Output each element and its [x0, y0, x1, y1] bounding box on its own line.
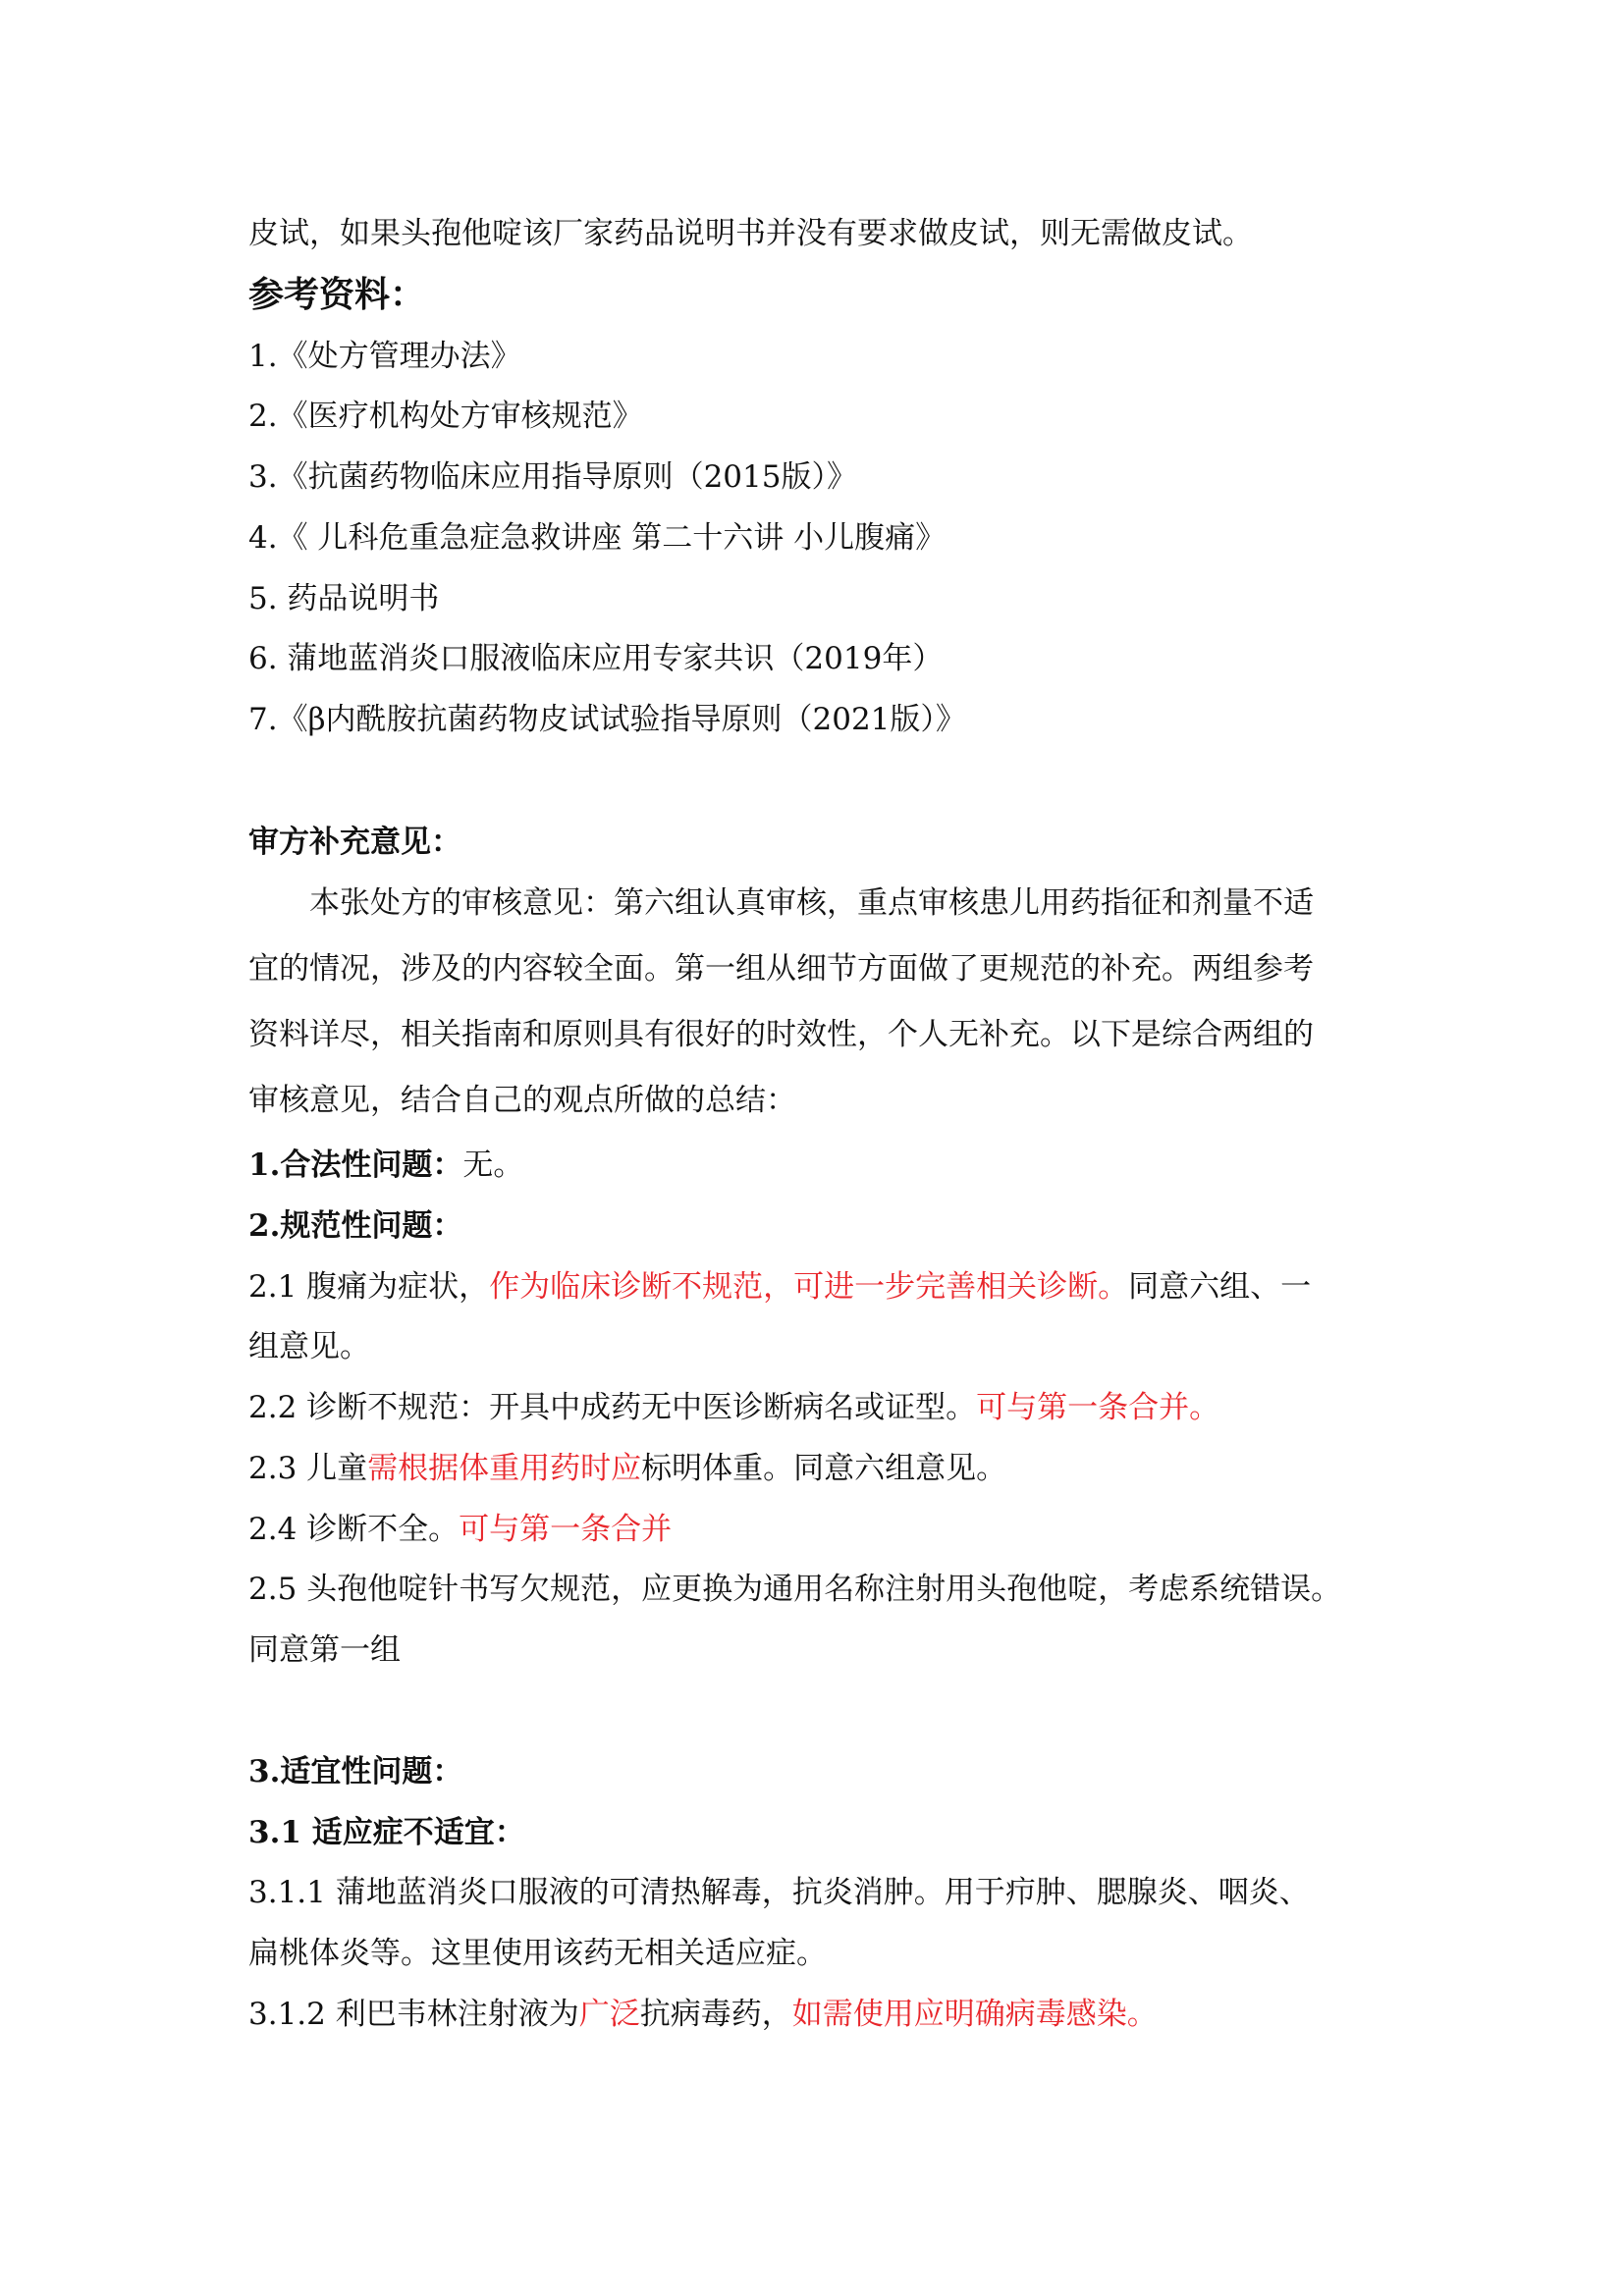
- standard-item-3: [248, 1449, 1006, 1488]
- supplement-heading: 审方补充意见：: [248, 825, 461, 860]
- standard-item-3-text: 2.3 儿童: [248, 1451, 368, 1486]
- legality-label: 1.合法性问题：: [248, 1148, 463, 1183]
- reference-item-3: 3.《抗菌药物临床应用指导原则（2015版）》: [248, 459, 857, 495]
- supplement-paragraph-line-4: 审核意见，结合自己的观点所做的总结：: [248, 1083, 796, 1118]
- standard-item-1-cont: 组意见。: [248, 1329, 370, 1364]
- legality-value: 无。: [462, 1148, 524, 1183]
- standard-item-2-text: 2.2 诊断不规范：开具中成药无中医诊断病名或证型。: [248, 1390, 977, 1425]
- suitability-item-2-text: 3.1.2 利巴韦林注射液为: [248, 1997, 579, 2032]
- reference-item-4: 4.《 儿科危重急症急救讲座 第二十六讲 小儿腹痛》: [248, 520, 947, 556]
- standard-item-1-tail: 同意六组、一: [1128, 1269, 1312, 1305]
- legality-line: [248, 1146, 523, 1185]
- references-heading: 参考资料：: [248, 274, 426, 315]
- suitability-item-2-highlight-a: 广泛: [578, 1997, 640, 2032]
- supplement-paragraph-line-2: 宜的情况，涉及的内容较全面。第一组从细节方面做了更规范的补充。两组参考: [248, 951, 1314, 987]
- standard-item-1: [248, 1267, 1311, 1307]
- supplement-paragraph-line-1: 本张处方的审核意见：第六组认真审核，重点审核患儿用药指征和剂量不适: [309, 885, 1314, 921]
- suitability-item-1: 3.1.1 蒲地蓝消炎口服液的可清热解毒，抗炎消肿。用于疖肿、腮腺炎、咽炎、: [248, 1875, 1310, 1910]
- standard-item-3-highlight: 需根据体重用药时应: [367, 1451, 642, 1486]
- standard-item-5-cont: 同意第一组: [248, 1632, 401, 1668]
- standard-item-1-highlight: 作为临床诊断不规范，可进一步完善相关诊断。: [489, 1269, 1129, 1305]
- reference-item-6: 6. 蒲地蓝消炎口服液临床应用专家共识（2019年）: [248, 641, 944, 676]
- reference-item-2: 2.《医疗机构处方审核规范》: [248, 399, 643, 434]
- suitability-item-2-mid: 抗病毒药，: [639, 1997, 792, 2032]
- standard-item-3-tail: 标明体重。同意六组意见。: [641, 1451, 1007, 1486]
- standard-item-2-highlight: 可与第一条合并。: [976, 1390, 1220, 1425]
- suitability-subheading: 3.1 适应症不适宜：: [248, 1815, 525, 1850]
- suitability-item-1-cont: 扁桃体炎等。这里使用该药无相关适应症。: [248, 1936, 827, 1971]
- standard-item-4: [248, 1510, 672, 1549]
- suitability-item-2-highlight-b: 如需使用应明确病毒感染。: [791, 1997, 1158, 2032]
- standard-item-1-text: 2.1 腹痛为症状，: [248, 1269, 490, 1305]
- supplement-paragraph-line-3: 资料详尽，相关指南和原则具有很好的时效性，个人无补充。以下是综合两组的: [248, 1017, 1314, 1052]
- reference-item-5: 5. 药品说明书: [248, 581, 440, 616]
- reference-item-7: 7.《β内酰胺抗菌药物皮试试验指导原则（2021版）》: [248, 702, 966, 737]
- continued-text-line: 皮试，如果头孢他啶该厂家药品说明书并没有要求做皮试，则无需做皮试。: [248, 216, 1253, 251]
- suitability-heading: 3.适宜性问题：: [248, 1754, 463, 1789]
- standard-item-4-highlight: 可与第一条合并: [459, 1512, 673, 1547]
- standard-heading: 2.规范性问题：: [248, 1208, 463, 1244]
- standard-item-5: 2.5 头孢他啶针书写欠规范，应更换为通用名称注射用头孢他啶，考虑系统错误。: [248, 1572, 1342, 1607]
- standard-item-4-text: 2.4 诊断不全。: [248, 1512, 460, 1547]
- reference-item-1: 1.《处方管理办法》: [248, 339, 521, 374]
- standard-item-2: [248, 1388, 1219, 1427]
- suitability-item-2: [248, 1995, 1158, 2034]
